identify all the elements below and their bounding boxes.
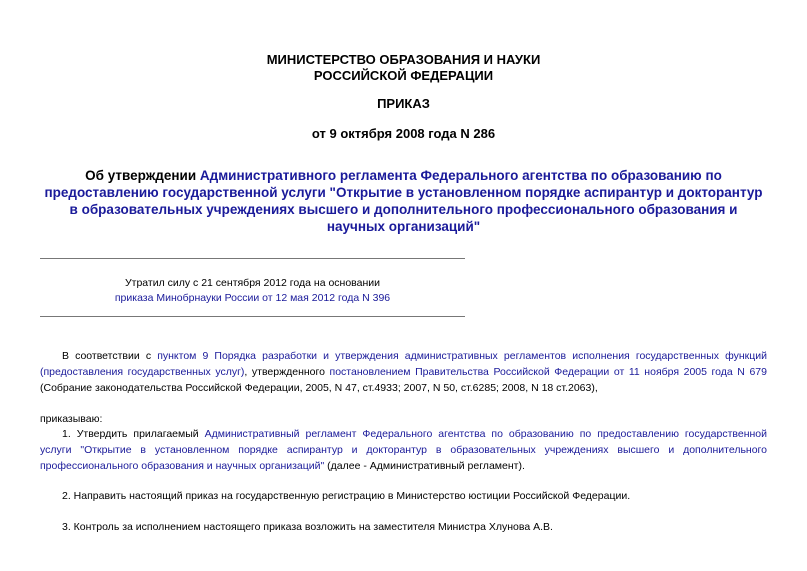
- preamble-text-2: , утвержденного: [244, 366, 330, 378]
- document-date-number: от 9 октября 2008 года N 286: [311, 126, 496, 141]
- document-type: ПРИКАЗ: [377, 96, 430, 111]
- order-item-1: [40, 426, 767, 474]
- approved-regulation-link[interactable]: Административный регламент Федерального агентства по образованию по предоставлению государственной услуги "Открытие в установленном порядке аспирантур и докторантур в образовательных учреждениях высшего и дополнительного профессионального образования и научных организаций": [40, 428, 767, 472]
- item-1-prefix: 1. Утвердить прилагаемый: [62, 428, 205, 440]
- title-prefix: Об утверждении: [85, 168, 200, 183]
- order-item-2: 2. Направить настоящий приказ на государственную регистрацию в Министерство юстиции Российской Федерации.: [62, 490, 631, 502]
- procedure-point-9-link[interactable]: пунктом 9 Порядка разработки и утверждения административных регламентов исполнения государственных функций (предоставления государственных услуг): [40, 350, 767, 378]
- ministry-name-line-1: МИНИСТЕРСТВО ОБРАЗОВАНИЯ И НАУКИ: [266, 52, 541, 67]
- repeal-order-link[interactable]: приказа Минобрнауки России от 12 мая 2012 года N 396: [114, 292, 391, 304]
- document-title: [40, 167, 767, 235]
- preamble-text-3: (Собрание законодательства Российской Федерации, 2005, N 47, ст.4933; 2007, N 50, ст.6285; 2008, N 18 ст.2063),: [40, 382, 598, 394]
- order-item-3: 3. Контроль за исполнением настоящего приказа возложить на заместителя Министра Хлунова А.В.: [62, 521, 553, 533]
- status-bottom-rule: [40, 316, 465, 317]
- preamble-paragraph: [40, 348, 767, 396]
- order-word: приказываю:: [40, 413, 103, 425]
- preamble-text-1: В соответствии с: [62, 350, 158, 362]
- item-1-suffix: (далее - Административный регламент).: [324, 460, 525, 472]
- government-resolution-link[interactable]: постановлением Правительства Российской Федерации от 11 ноября 2005 года N 679: [329, 366, 767, 378]
- ministry-name-line-2: РОССИЙСКОЙ ФЕДЕРАЦИИ: [313, 68, 494, 83]
- title-regulation-link[interactable]: Административного регламента Федерального агентства по образованию по предоставлению государственной услуги "Открытие в установленном порядке аспирантур и докторантур в образовательных учреждениях высшего и дополнительного профессионального образования и научных организаций": [44, 168, 763, 234]
- status-top-rule: [40, 258, 465, 259]
- status-note-text: Утратил силу с 21 сентября 2012 года на основании: [124, 277, 381, 289]
